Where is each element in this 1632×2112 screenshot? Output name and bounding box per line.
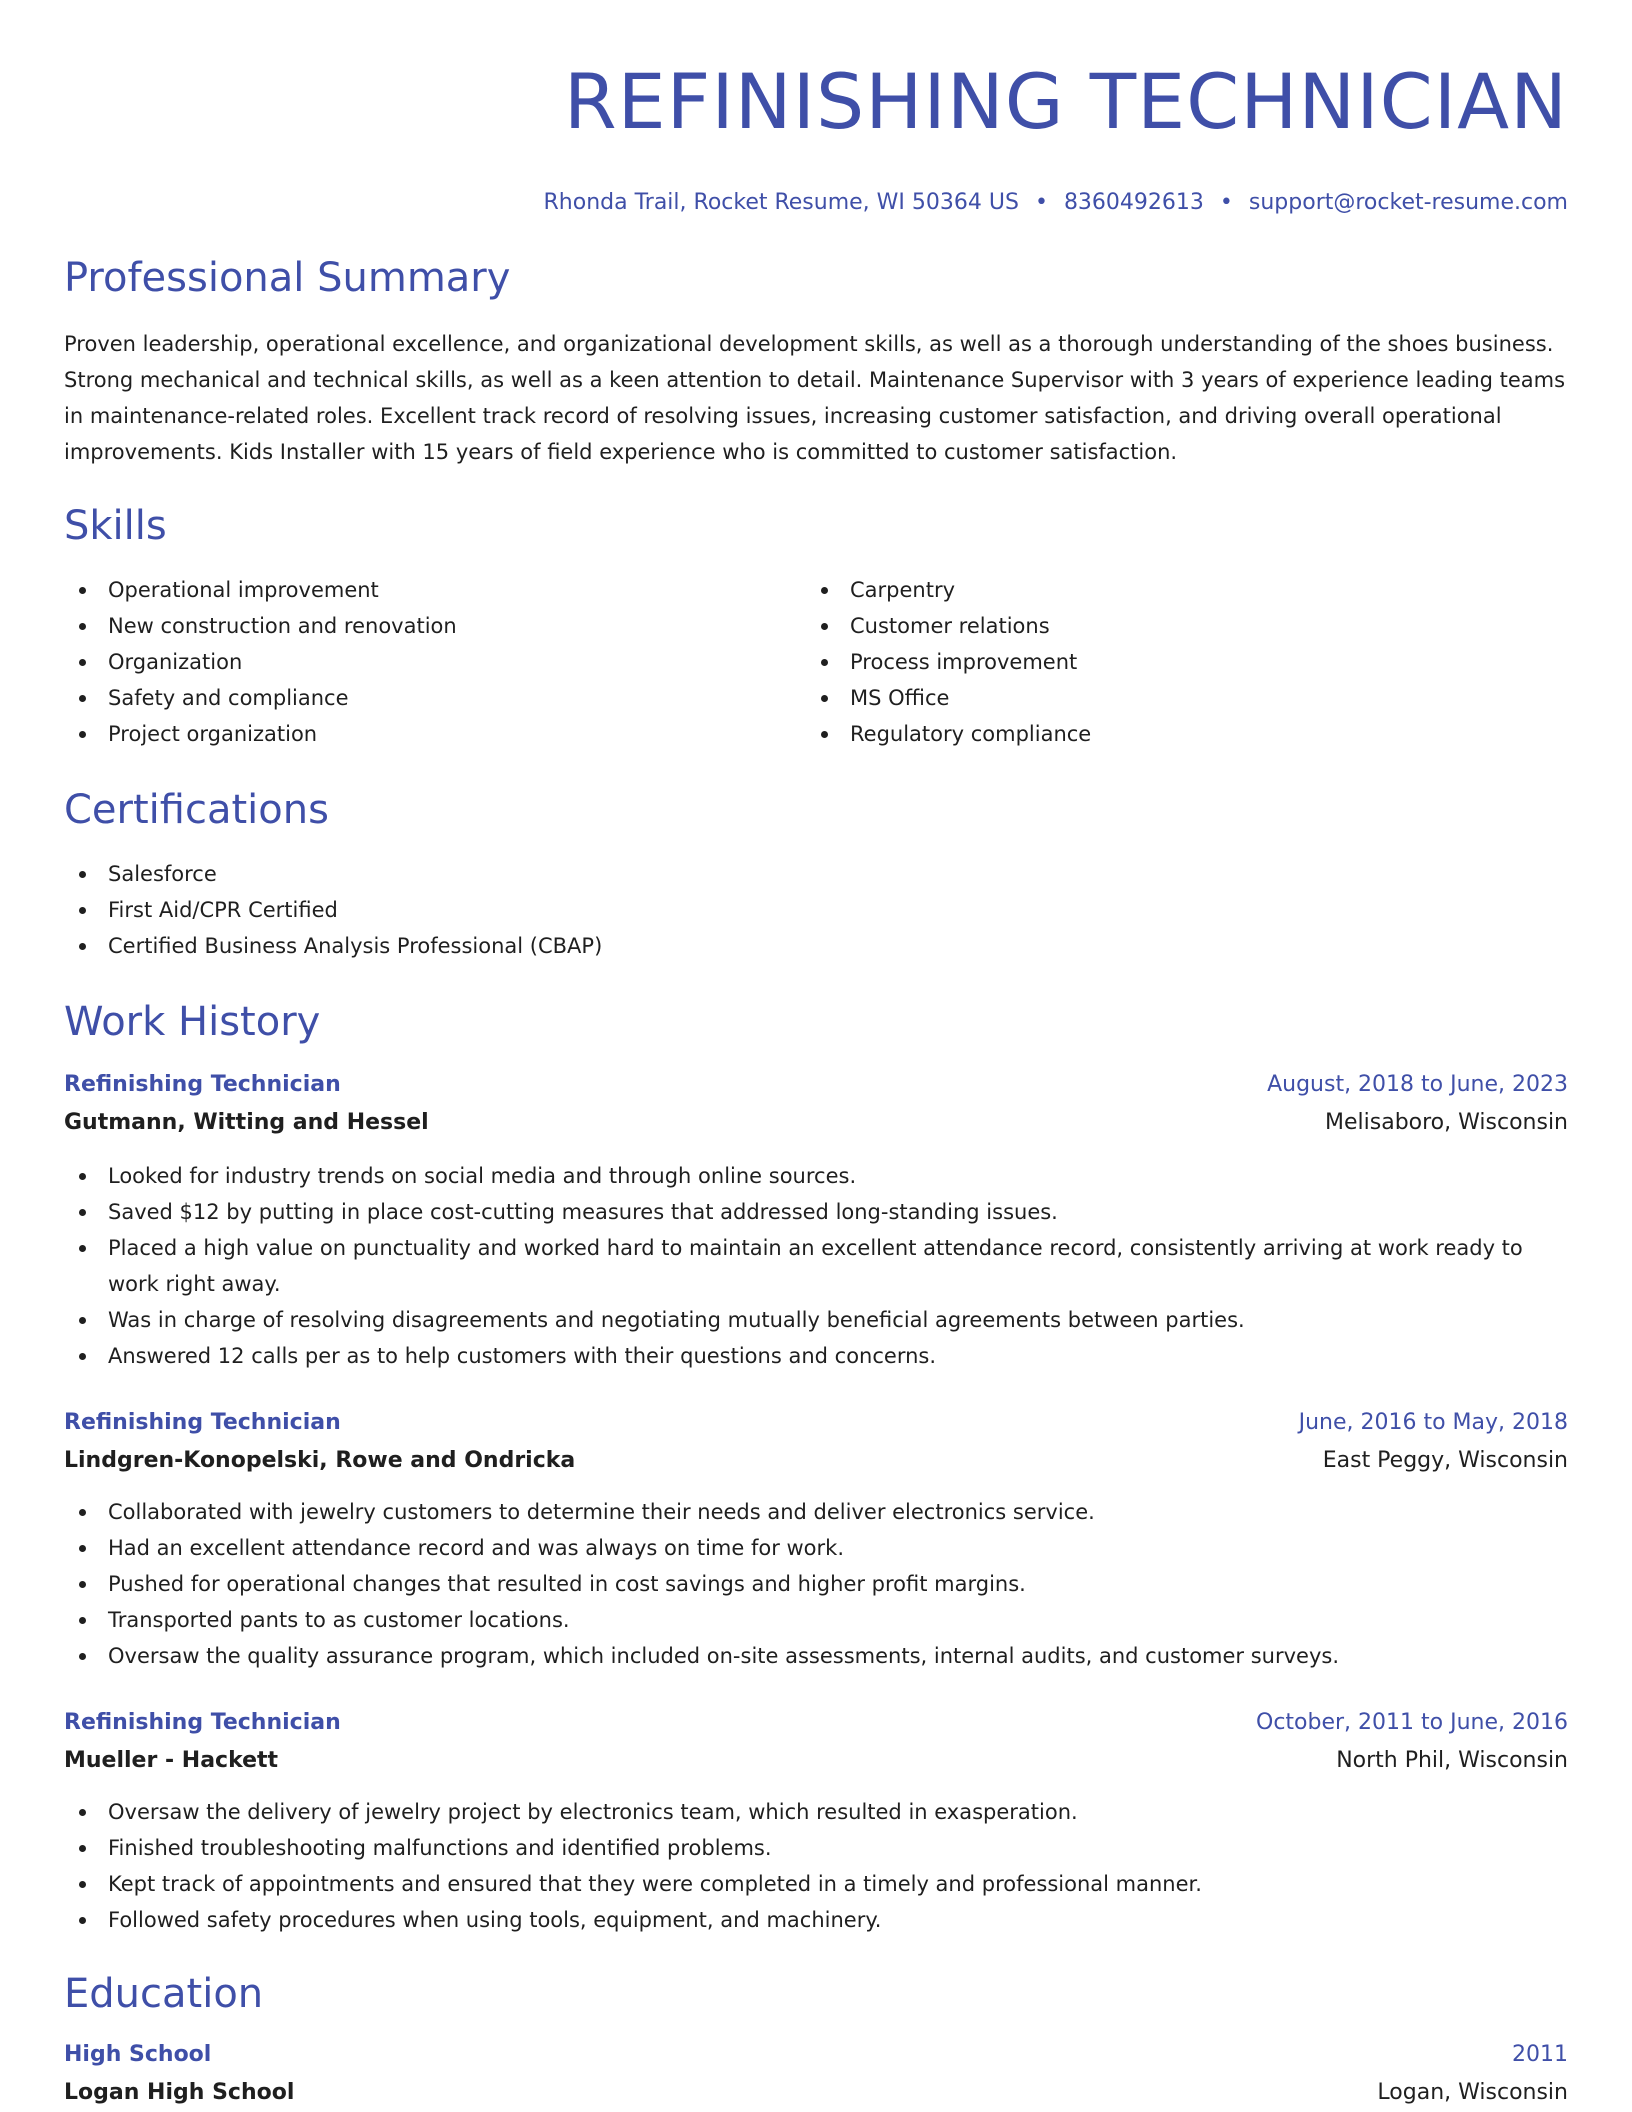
- job-duties: [64, 1494, 1568, 1674]
- summary-heading: Professional Summary: [64, 255, 511, 301]
- contact-separator: •: [1034, 190, 1048, 215]
- duty-item: Was in charge of resolving disagreements and negotiating mutually beneficial agreements between parties.: [64, 1302, 1568, 1338]
- duty-item: Looked for industry trends on social media and through online sources.: [64, 1158, 1568, 1194]
- job-location: North Phil, Wisconsin: [1336, 1748, 1568, 1773]
- job-header-row: [64, 1704, 1568, 1742]
- job-title: Refinishing Technician: [64, 1410, 341, 1435]
- certifications-heading: Certifications: [64, 787, 329, 833]
- education-school-row: [64, 2074, 1568, 2112]
- skills-list: [64, 572, 1568, 752]
- duty-item: Saved $12 by putting in place cost-cutting measures that addressed long-standing issues.: [64, 1194, 1568, 1230]
- contact-phone: 8360492613: [1063, 190, 1204, 215]
- duty-item: Answered 12 calls per as to help customers with their questions and concerns.: [64, 1338, 1568, 1374]
- candidate-name: REFINISHING TECHNICIAN: [563, 57, 1568, 146]
- skill-item: MS Office: [806, 680, 1568, 716]
- job-title: Refinishing Technician: [64, 1072, 341, 1097]
- skill-item: Customer relations: [806, 608, 1568, 644]
- skill-item: Project organization: [64, 716, 806, 752]
- certification-item: Salesforce: [64, 856, 1568, 892]
- skill-item: Carpentry: [806, 572, 1568, 608]
- duty-item: Finished troubleshooting malfunctions and identified problems.: [64, 1830, 1568, 1866]
- certification-item: Certified Business Analysis Professional (CBAP): [64, 928, 1568, 964]
- job-location: East Peggy, Wisconsin: [1322, 1448, 1568, 1473]
- skill-item: Safety and compliance: [64, 680, 806, 716]
- summary-text: Proven leadership, operational excellence, and organizational development skills, as well as a thorough understanding of the shoes business. Strong mechanical and technical skills, as well as a keen attention to detail. Maintenance Supervisor with 3 years of experience leading teams in maintenance-related roles. Excellent track record of resolving issues, increasing customer satisfaction, and driving overall operational improvements. Kids Installer with 15 years of field experience who is committed to customer satisfaction.: [64, 332, 1566, 464]
- job-header-row: [64, 1404, 1568, 1442]
- duty-item: Oversaw the quality assurance program, which included on-site assessments, internal audits, and customer surveys.: [64, 1638, 1568, 1674]
- education-school: Logan High School: [64, 2080, 295, 2105]
- skill-item: Organization: [64, 644, 806, 680]
- education-heading: Education: [64, 1971, 264, 2017]
- skills-column-left: [64, 572, 806, 752]
- skill-item: Process improvement: [806, 644, 1568, 680]
- duty-item: Pushed for operational changes that resulted in cost savings and higher profit margins.: [64, 1566, 1568, 1602]
- job-employer-row: [64, 1104, 1568, 1142]
- duty-item: Followed safety procedures when using tools, equipment, and machinery.: [64, 1902, 1568, 1938]
- job-duties: [64, 1794, 1568, 1938]
- job-duties: [64, 1158, 1568, 1374]
- contact-address: Rhonda Trail, Rocket Resume, WI 50364 US: [543, 190, 1019, 215]
- job-dates: October, 2011 to June, 2016: [1256, 1710, 1568, 1735]
- job-company: Mueller - Hackett: [64, 1748, 279, 1773]
- job-entry: [64, 1066, 1568, 1374]
- education-location: Logan, Wisconsin: [1377, 2080, 1568, 2105]
- job-entry: [64, 1704, 1568, 1938]
- education-degree: High School: [64, 2042, 212, 2067]
- certifications-list: [64, 856, 1568, 964]
- duty-item: Kept track of appointments and ensured that they were completed in a timely and professional manner.: [64, 1866, 1568, 1902]
- skill-item: New construction and renovation: [64, 608, 806, 644]
- duty-item: Transported pants to as customer locations.: [64, 1602, 1568, 1638]
- duty-item: Placed a high value on punctuality and worked hard to maintain an excellent attendance record, consistently arriving at work ready to work right away.: [64, 1230, 1568, 1302]
- job-title: Refinishing Technician: [64, 1710, 341, 1735]
- contact-email: support@rocket-resume.com: [1248, 190, 1568, 215]
- education-entry: [64, 2036, 1568, 2112]
- skill-item: Regulatory compliance: [806, 716, 1568, 752]
- job-company: Gutmann, Witting and Hessel: [64, 1110, 429, 1135]
- education-year: 2011: [1512, 2042, 1568, 2067]
- education-header-row: [64, 2036, 1568, 2074]
- job-location: Melisaboro, Wisconsin: [1325, 1110, 1568, 1135]
- job-entry: [64, 1404, 1568, 1674]
- contact-separator: •: [1219, 190, 1233, 215]
- job-company: Lindgren-Konopelski, Rowe and Ondricka: [64, 1448, 576, 1473]
- job-dates: June, 2016 to May, 2018: [1298, 1410, 1568, 1435]
- work-history-heading: Work History: [64, 999, 321, 1045]
- skills-heading: Skills: [64, 503, 167, 549]
- duty-item: Oversaw the delivery of jewelry project by electronics team, which resulted in exasperation.: [64, 1794, 1568, 1830]
- job-dates: August, 2018 to June, 2023: [1267, 1072, 1568, 1097]
- skill-item: Operational improvement: [64, 572, 806, 608]
- certification-item: First Aid/CPR Certified: [64, 892, 1568, 928]
- contact-line: [64, 188, 1568, 218]
- job-employer-row: [64, 1742, 1568, 1780]
- job-header-row: [64, 1066, 1568, 1104]
- job-employer-row: [64, 1442, 1568, 1480]
- skills-column-right: [806, 572, 1568, 752]
- duty-item: Had an excellent attendance record and was always on time for work.: [64, 1530, 1568, 1566]
- duty-item: Collaborated with jewelry customers to determine their needs and deliver electronics service.: [64, 1494, 1568, 1530]
